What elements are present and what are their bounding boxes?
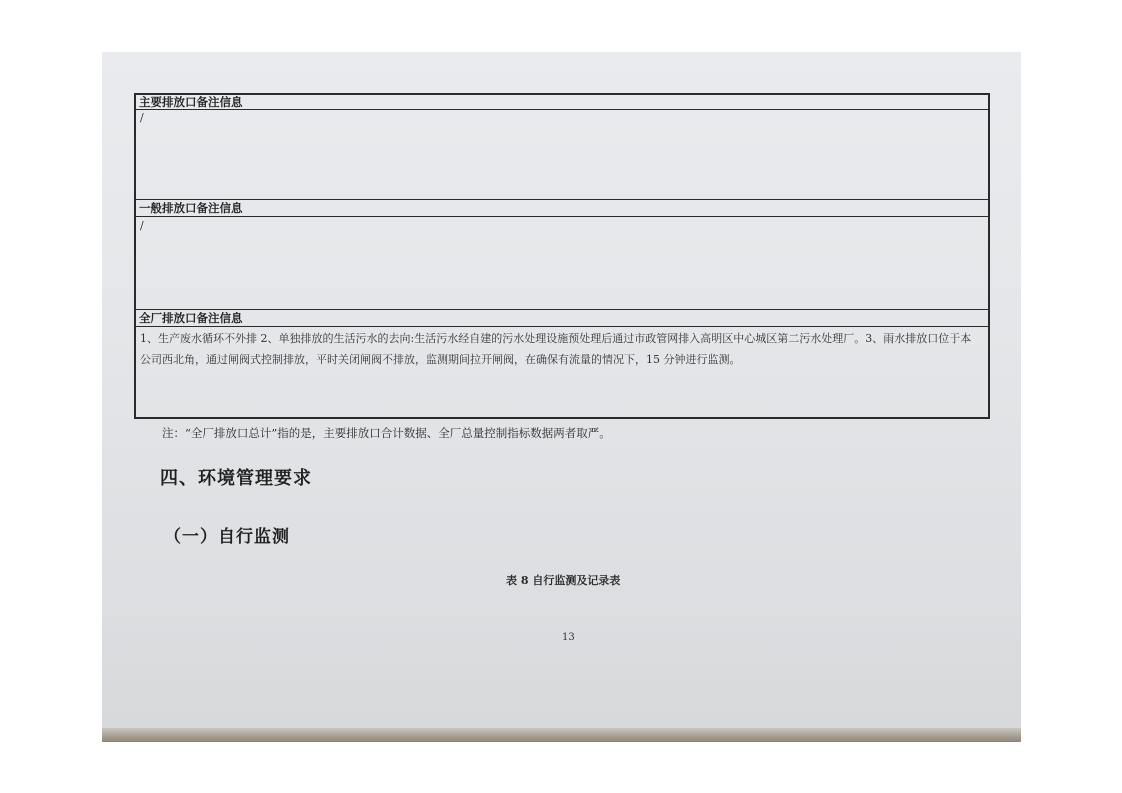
page-number: 13 bbox=[562, 632, 575, 643]
table-divider bbox=[136, 199, 988, 200]
table-footnote: 注：“全厂排放口总计”指的是，主要排放口合计数据、全厂总量控制指标数据两者取严。 bbox=[162, 426, 611, 440]
section-body-plant-outlet: 1、生产废水循环不外排 2、单独排放的生活污水的去向:生活污水经自建的污水处理设施预处理后通过市政管网排入高明区中心城区第二污水处理厂。3、雨水排放口位于本公司西北角，通过闸阀式控制排放，平时关闭闸阀不排放，监测期间拉开闸阀，在确保有流量的情况下，15 分钟进行监测。 bbox=[140, 332, 972, 366]
section-header-general-outlet: 一般排放口备注信息 bbox=[136, 201, 988, 217]
section-body-main-outlet: / bbox=[140, 111, 144, 124]
remarks-table bbox=[134, 93, 990, 419]
section-heading-environmental-management: 四、环境管理要求 bbox=[160, 468, 312, 489]
table-divider bbox=[136, 309, 988, 310]
table-caption: 表 8 自行监测及记录表 bbox=[506, 574, 621, 587]
subsection-heading-self-monitoring: （一）自行监测 bbox=[164, 527, 290, 547]
section-body-general-outlet: / bbox=[140, 219, 144, 232]
section-header-main-outlet: 主要排放口备注信息 bbox=[136, 95, 988, 110]
section-header-plant-outlet: 全厂排放口备注信息 bbox=[136, 311, 988, 327]
document-photo bbox=[102, 52, 1021, 742]
paper-edge-shadow bbox=[102, 728, 1021, 742]
